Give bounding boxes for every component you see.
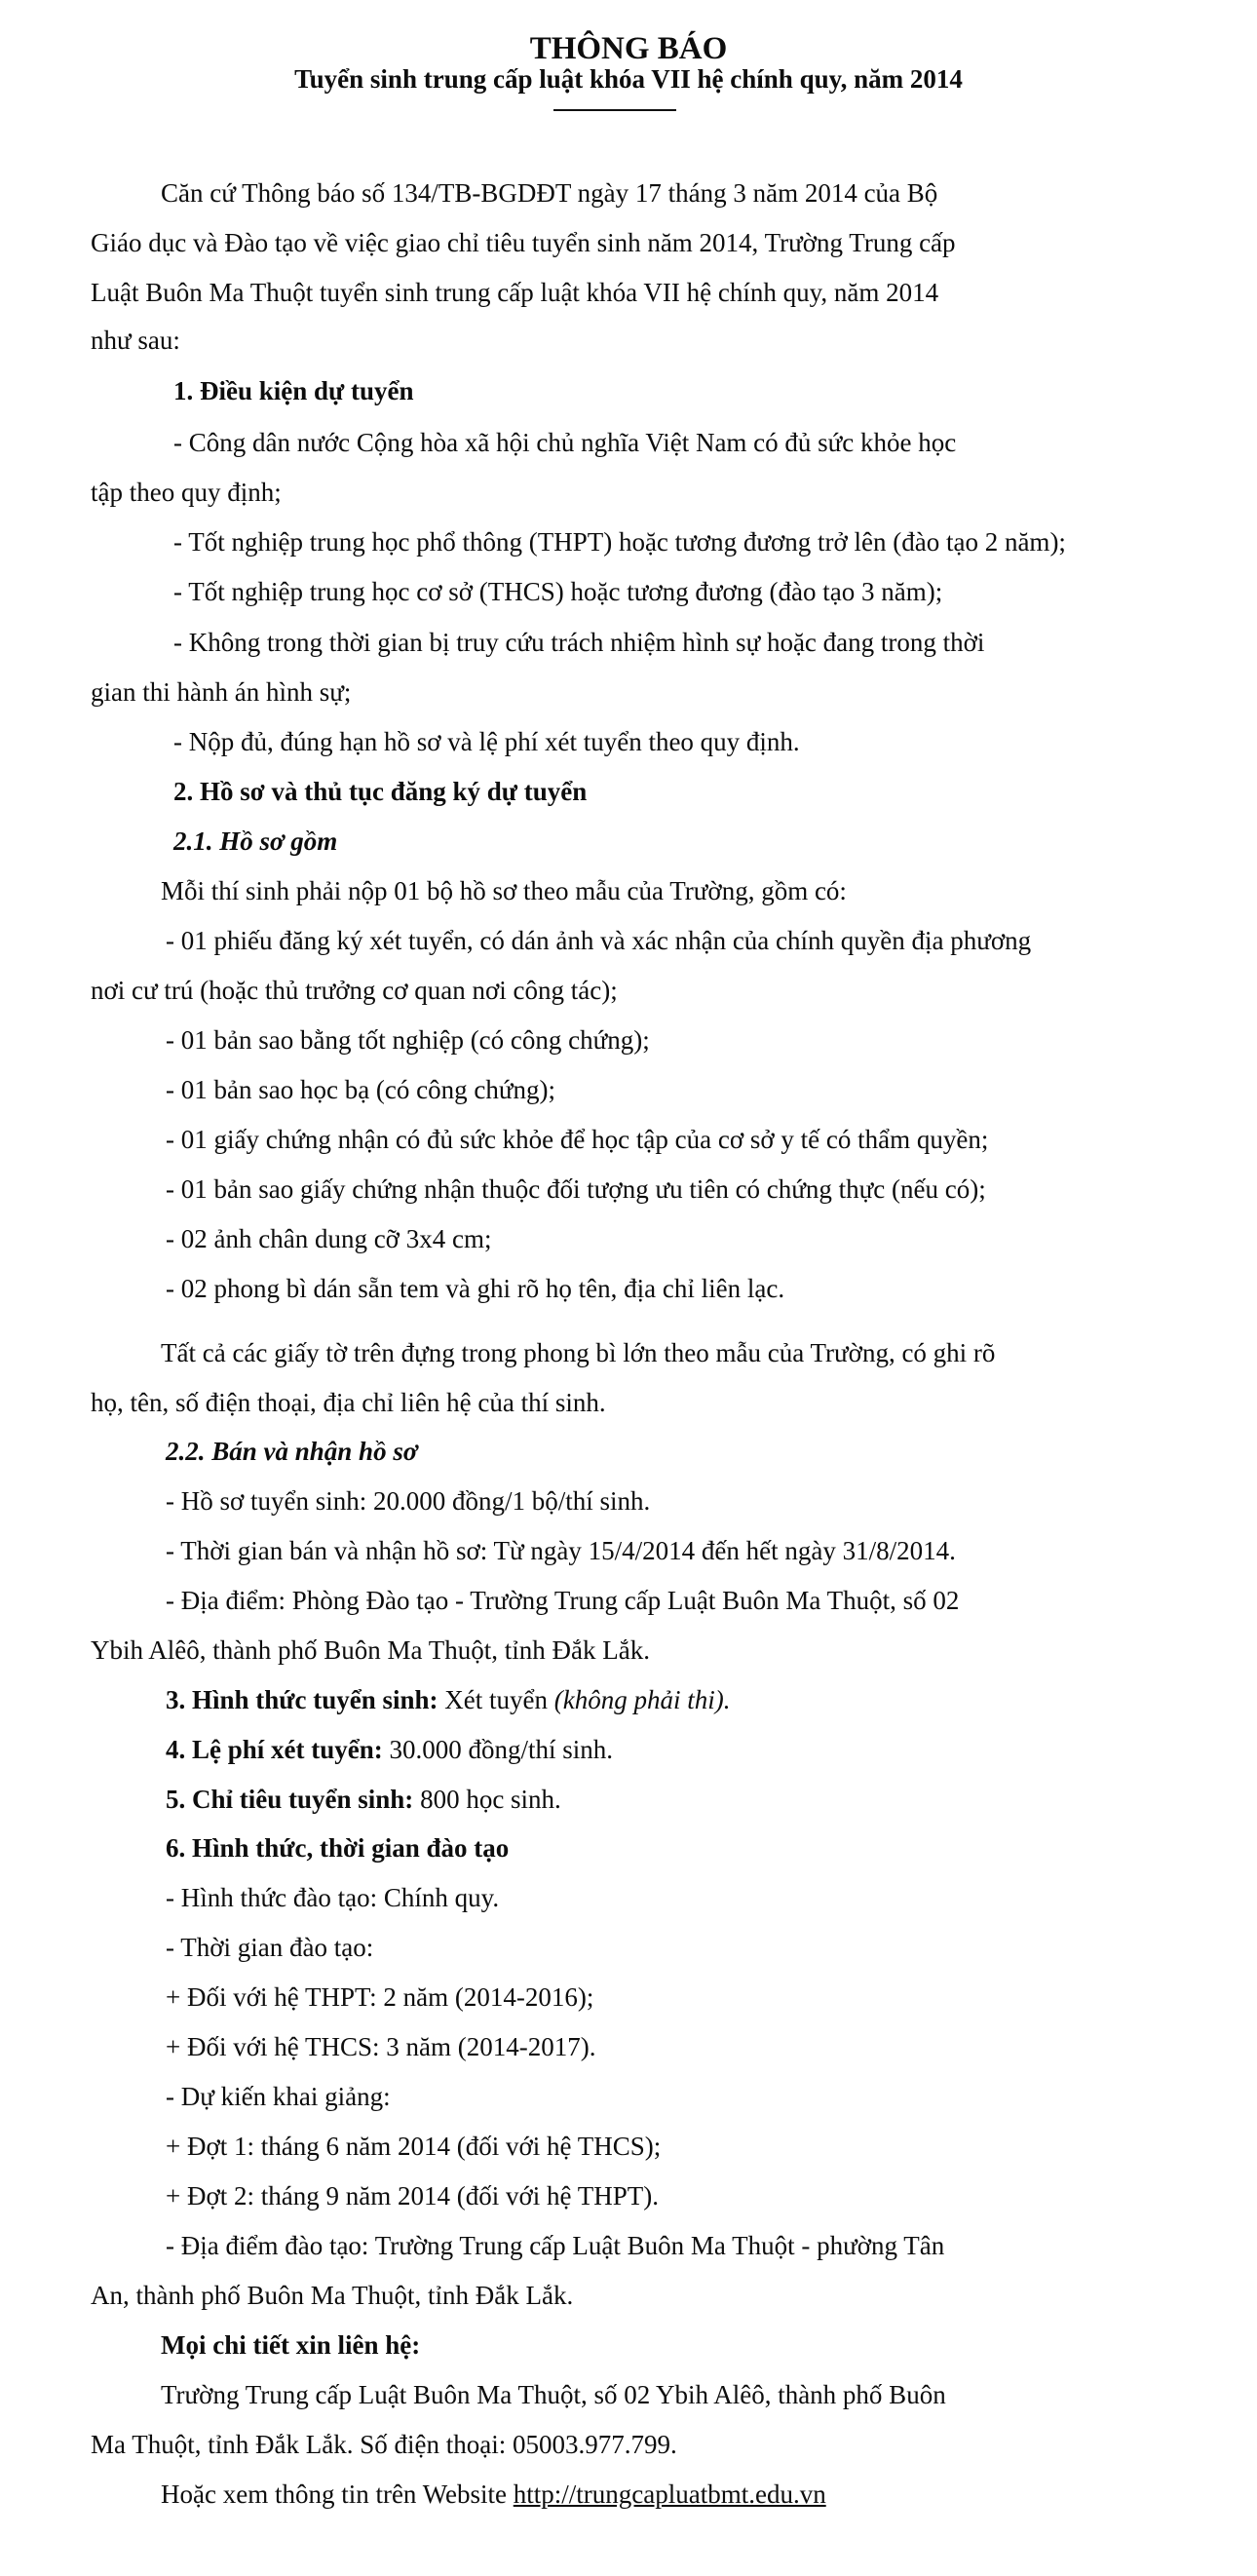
contact-line: Ma Thuột, tỉnh Đắk Lắk. Số điện thoại: 05003.977.799. <box>91 2430 677 2459</box>
list-item: + Đối với hệ THPT: 2 năm (2014-2016); <box>166 1982 594 2012</box>
list-item: Ybih Alêô, thành phố Buôn Ma Thuột, tỉnh Đắk Lắk. <box>91 1635 650 1665</box>
section-3-note: (không phải thi). <box>553 1685 731 1714</box>
contact-heading: Mọi chi tiết xin liên hệ: <box>161 2330 421 2360</box>
intro-line: như sau: <box>91 326 180 355</box>
list-item: Tất cả các giấy tờ trên đựng trong phong bì lớn theo mẫu của Trường, có ghi rõ <box>161 1338 996 1367</box>
section-4-value: 30.000 đồng/thí sinh. <box>382 1735 614 1764</box>
contact-line: Trường Trung cấp Luật Buôn Ma Thuột, số 02 Ybih Alêô, thành phố Buôn <box>161 2380 946 2409</box>
list-item: - Hồ sơ tuyển sinh: 20.000 đồng/1 bộ/thí sinh. <box>166 1486 651 1516</box>
title-underline <box>553 109 676 111</box>
section-3-value: Xét tuyển <box>438 1685 554 1714</box>
list-item: - Không trong thời gian bị truy cứu trách nhiệm hình sự hoặc đang trong thời <box>173 628 985 657</box>
section-4 <box>166 1732 613 1767</box>
list-item: + Đợt 1: tháng 6 năm 2014 (đối với hệ THCS); <box>166 2132 662 2161</box>
section-2-2-heading: 2.2. Bán và nhận hồ sơ <box>166 1437 418 1466</box>
list-item: - Địa điểm đào tạo: Trường Trung cấp Luật Buôn Ma Thuột - phường Tân <box>166 2231 945 2260</box>
website-line <box>161 2477 826 2512</box>
intro-line: Luật Buôn Ma Thuột tuyển sinh trung cấp luật khóa VII hệ chính quy, năm 2014 <box>91 278 939 307</box>
list-item: - Dự kiến khai giảng: <box>166 2082 391 2111</box>
list-item: - Thời gian bán và nhận hồ sơ: Từ ngày 15/4/2014 đến hết ngày 31/8/2014. <box>166 1536 956 1565</box>
list-item: - Tốt nghiệp trung học phổ thông (THPT) hoặc tương đương trở lên (đào tạo 2 năm); <box>173 527 1066 557</box>
list-item: Mỗi thí sinh phải nộp 01 bộ hồ sơ theo mẫu của Trường, gồm có: <box>161 876 847 905</box>
list-item: tập theo quy định; <box>91 478 282 507</box>
section-3 <box>166 1682 731 1717</box>
list-item: - 01 giấy chứng nhận có đủ sức khỏe để học tập của cơ sở y tế có thẩm quyền; <box>166 1125 989 1154</box>
list-item: - 02 phong bì dán sẵn tem và ghi rõ họ tên, địa chỉ liên lạc. <box>166 1274 785 1303</box>
section-3-label: 3. Hình thức tuyển sinh: <box>166 1685 438 1714</box>
list-item: + Đợt 2: tháng 9 năm 2014 (đối với hệ THPT). <box>166 2181 659 2211</box>
list-item: - Thời gian đào tạo: <box>166 1933 374 1962</box>
section-4-label: 4. Lệ phí xét tuyển: <box>166 1735 383 1764</box>
list-item: nơi cư trú (hoặc thủ trưởng cơ quan nơi công tác); <box>91 976 618 1005</box>
section-2-heading: 2. Hồ sơ và thủ tục đăng ký dự tuyển <box>173 777 588 806</box>
list-item: - 01 bản sao bằng tốt nghiệp (có công chứng); <box>166 1025 650 1055</box>
section-1-heading: 1. Điều kiện dự tuyển <box>173 376 414 405</box>
notice-title: THÔNG BÁO <box>529 31 728 66</box>
list-item: - 02 ảnh chân dung cỡ 3x4 cm; <box>166 1224 492 1253</box>
website-prefix: Hoặc xem thông tin trên Website <box>161 2480 514 2509</box>
list-item: - 01 bản sao giấy chứng nhận thuộc đối tượng ưu tiên có chứng thực (nếu có); <box>166 1174 986 1204</box>
list-item: - 01 phiếu đăng ký xét tuyển, có dán ảnh và xác nhận của chính quyền địa phương <box>166 926 1032 955</box>
section-5-label: 5. Chỉ tiêu tuyển sinh: <box>166 1785 414 1814</box>
section-5 <box>166 1782 561 1817</box>
list-item: - Tốt nghiệp trung học cơ sở (THCS) hoặc tương đương (đào tạo 3 năm); <box>173 577 943 606</box>
list-item: - Hình thức đào tạo: Chính quy. <box>166 1883 500 1912</box>
list-item: - Nộp đủ, đúng hạn hồ sơ và lệ phí xét tuyển theo quy định. <box>173 727 800 756</box>
section-6-heading: 6. Hình thức, thời gian đào tạo <box>166 1833 510 1863</box>
section-2-1-heading: 2.1. Hồ sơ gồm <box>173 827 338 856</box>
list-item: họ, tên, số điện thoại, địa chỉ liên hệ của thí sinh. <box>91 1388 606 1417</box>
list-item: An, thành phố Buôn Ma Thuột, tỉnh Đắk Lắk. <box>91 2281 574 2310</box>
list-item: - Công dân nước Cộng hòa xã hội chủ nghĩa Việt Nam có đủ sức khỏe học <box>173 428 957 457</box>
notice-subtitle: Tuyển sinh trung cấp luật khóa VII hệ chính quy, năm 2014 <box>294 64 963 94</box>
section-5-value: 800 học sinh. <box>413 1785 561 1814</box>
list-item: - Địa điểm: Phòng Đào tạo - Trường Trung cấp Luật Buôn Ma Thuột, số 02 <box>166 1586 960 1615</box>
list-item: gian thi hành án hình sự; <box>91 677 352 707</box>
list-item: - 01 bản sao học bạ (có công chứng); <box>166 1075 556 1104</box>
intro-line: Căn cứ Thông báo số 134/TB-BGDĐT ngày 17 tháng 3 năm 2014 của Bộ <box>161 178 938 208</box>
website-link[interactable]: http://trungcapluatbmt.edu.vn <box>513 2480 826 2509</box>
intro-line: Giáo dục và Đào tạo về việc giao chỉ tiêu tuyển sinh năm 2014, Trường Trung cấp <box>91 228 956 257</box>
list-item: + Đối với hệ THCS: 3 năm (2014-2017). <box>166 2032 596 2061</box>
